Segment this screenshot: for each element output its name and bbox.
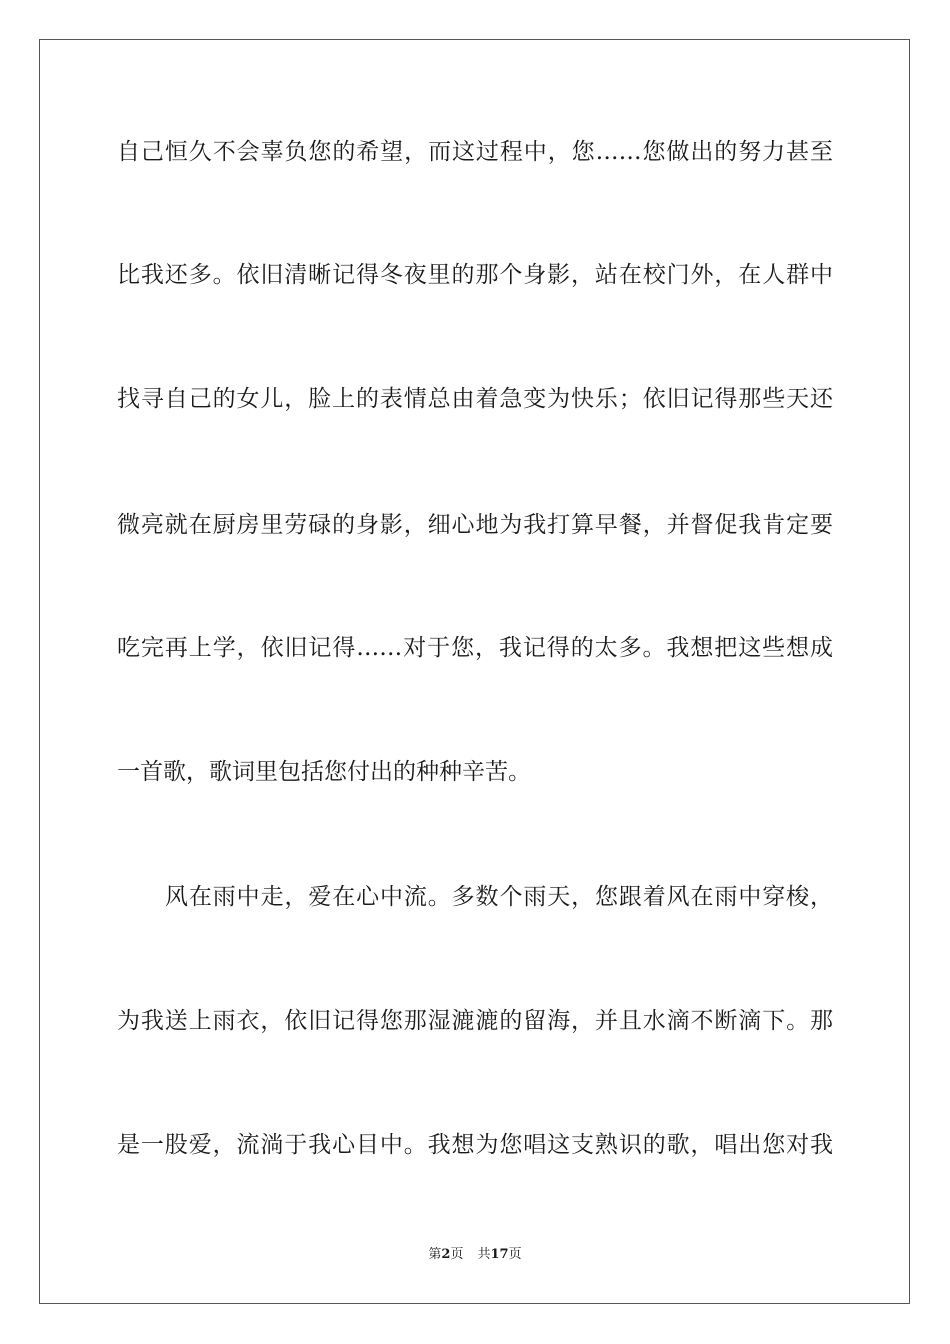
total-pages: 17 — [490, 1247, 509, 1262]
total-label-suffix: 页 — [508, 1247, 522, 1262]
total-label-prefix: 共 — [477, 1247, 491, 1262]
text-line: 一首歌，歌词里包括您付出的种种辛苦。 — [117, 759, 531, 785]
text-line: 微亮就在厨房里劳碌的身影，细心地为我打算早餐，并督促我肯定要 — [117, 512, 833, 538]
page-label-prefix: 第 — [428, 1247, 442, 1262]
page-number: 2 — [441, 1247, 451, 1262]
page-footer — [0, 1246, 950, 1264]
paragraph-first-line: 风在雨中走，爱在心中流。多数个雨天，您跟着风在雨中穿梭， — [165, 884, 833, 910]
text-line: 为我送上雨衣，依旧记得您那湿漉漉的留海，并且水滴不断滴下。那 — [117, 1008, 833, 1034]
page-border — [39, 39, 910, 1304]
text-line: 找寻自己的女儿，脸上的表情总由着急变为快乐；依旧记得那些天还 — [117, 386, 833, 412]
text-line: 比我还多。依旧清晰记得冬夜里的那个身影，站在校门外，在人群中 — [117, 262, 833, 288]
text-line: 是一股爱，流淌于我心目中。我想为您唱这支熟识的歌，唱出您对我 — [117, 1132, 833, 1158]
page-label-suffix: 页 — [450, 1247, 464, 1262]
text-line: 吃完再上学，依旧记得……对于您，我记得的太多。我想把这些想成 — [117, 635, 833, 661]
text-line: 自己恒久不会辜负您的希望，而这过程中，您……您做出的努力甚至 — [117, 139, 833, 165]
